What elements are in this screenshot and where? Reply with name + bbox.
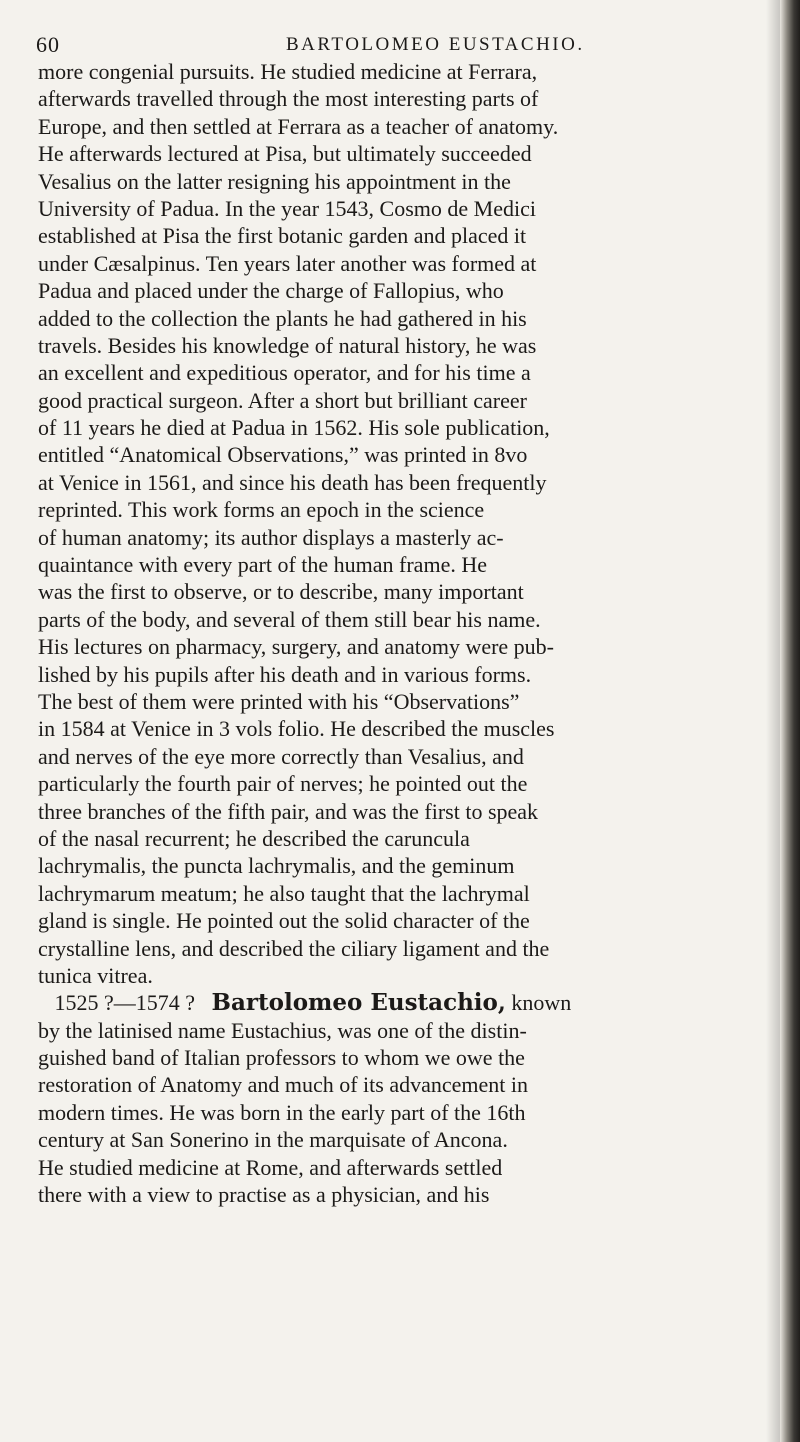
text-line: He studied medicine at Rome, and afterwards settled	[38, 1154, 503, 1180]
text-line: more congenial pursuits. He studied medicine at Ferrara,	[38, 59, 538, 84]
text-line: tunica vitrea.	[38, 962, 153, 988]
text-line: Vesalius on the latter resigning his appointment in the	[38, 168, 511, 194]
text-line: and nerves of the eye more correctly than Vesalius, and	[38, 743, 524, 769]
body-text	[38, 58, 782, 1208]
text-line: gland is single. He pointed out the solid character of the	[38, 908, 530, 934]
text-line: His lectures on pharmacy, surgery, and anatomy were pub-	[38, 634, 555, 660]
text-line: particularly the fourth pair of nerves; he pointed out the	[38, 771, 528, 797]
text-line: Europe, and then settled at Ferrara as a teacher of anatomy.	[38, 113, 559, 139]
text-line: entitled “Anatomical Observations,” was printed in 8vo	[38, 442, 528, 468]
text-line: travels. Besides his knowledge of natural history, he was	[38, 332, 537, 358]
text-line: by the latinised name Eustachius, was one of the distin-	[38, 1017, 527, 1043]
text-line: at Venice in 1561, and since his death has been frequently	[38, 469, 547, 495]
bio-tail: known	[511, 990, 572, 1016]
text-line: in 1584 at Venice in 3 vols folio. He described the muscles	[38, 716, 555, 742]
text-line: was the first to observe, or to describe, many important	[38, 579, 524, 605]
paragraph-fallopius	[38, 58, 782, 989]
bio-dates: 1525 ?—1574 ?	[54, 990, 196, 1016]
text-line: there with a view to practise as a physician, and his	[38, 1182, 490, 1208]
text-line: afterwards travelled through the most interesting parts of	[38, 86, 539, 112]
book-binding-edge	[780, 0, 800, 1442]
text-line: added to the collection the plants he had gathered in his	[38, 305, 527, 331]
running-title: BARTOLOMEO EUSTACHIO.	[286, 34, 585, 55]
text-line: lachrymarum meatum; he also taught that the lachrymal	[38, 880, 530, 906]
text-line: lished by his pupils after his death and in various forms.	[38, 661, 532, 687]
text-line: reprinted. This work forms an epoch in the science	[38, 497, 485, 523]
bio-heading-line	[38, 989, 782, 1016]
text-line: an excellent and expeditious operator, and for his time a	[38, 360, 531, 386]
text-line: modern times. He was born in the early part of the 16th	[38, 1099, 526, 1125]
text-line: three branches of the fifth pair, and was the first to speak	[38, 798, 539, 824]
bio-name: Bartolomeo Eustachio,	[211, 989, 506, 1017]
text-line: of 11 years he died at Padua in 1562. His sole publication,	[38, 415, 550, 441]
text-line: Padua and placed under the charge of Fallopius, who	[38, 278, 504, 304]
text-line: parts of the body, and several of them still bear his name.	[38, 606, 541, 632]
text-line: crystalline lens, and described the ciliary ligament and the	[38, 935, 550, 961]
text-line: century at San Sonerino in the marquisate of Ancona.	[38, 1127, 508, 1153]
text-line: established at Pisa the first botanic garden and placed it	[38, 223, 527, 249]
text-line: restoration of Anatomy and much of its advancement in	[38, 1072, 528, 1098]
text-line: lachrymalis, the puncta lachrymalis, and the geminum	[38, 853, 515, 879]
text-line: good practical surgeon. After a short but brilliant career	[38, 387, 527, 413]
text-line: The best of them were printed with his “Observations”	[38, 688, 520, 714]
text-line: quaintance with every part of the human frame. He	[38, 552, 487, 578]
paragraph-eustachio	[38, 989, 782, 1208]
text-line: University of Padua. In the year 1543, Cosmo de Medici	[38, 195, 536, 221]
text-line: under Cæsalpinus. Ten years later another was formed at	[38, 250, 537, 276]
text-line: He afterwards lectured at Pisa, but ultimately succeeded	[38, 141, 532, 167]
text-line: guished band of Italian professors to whom we owe the	[38, 1045, 525, 1071]
page-number: 60	[36, 32, 60, 57]
text-line: of the nasal recurrent; he described the caruncula	[38, 825, 470, 851]
text-line: of human anatomy; its author displays a masterly ac-	[38, 524, 504, 550]
